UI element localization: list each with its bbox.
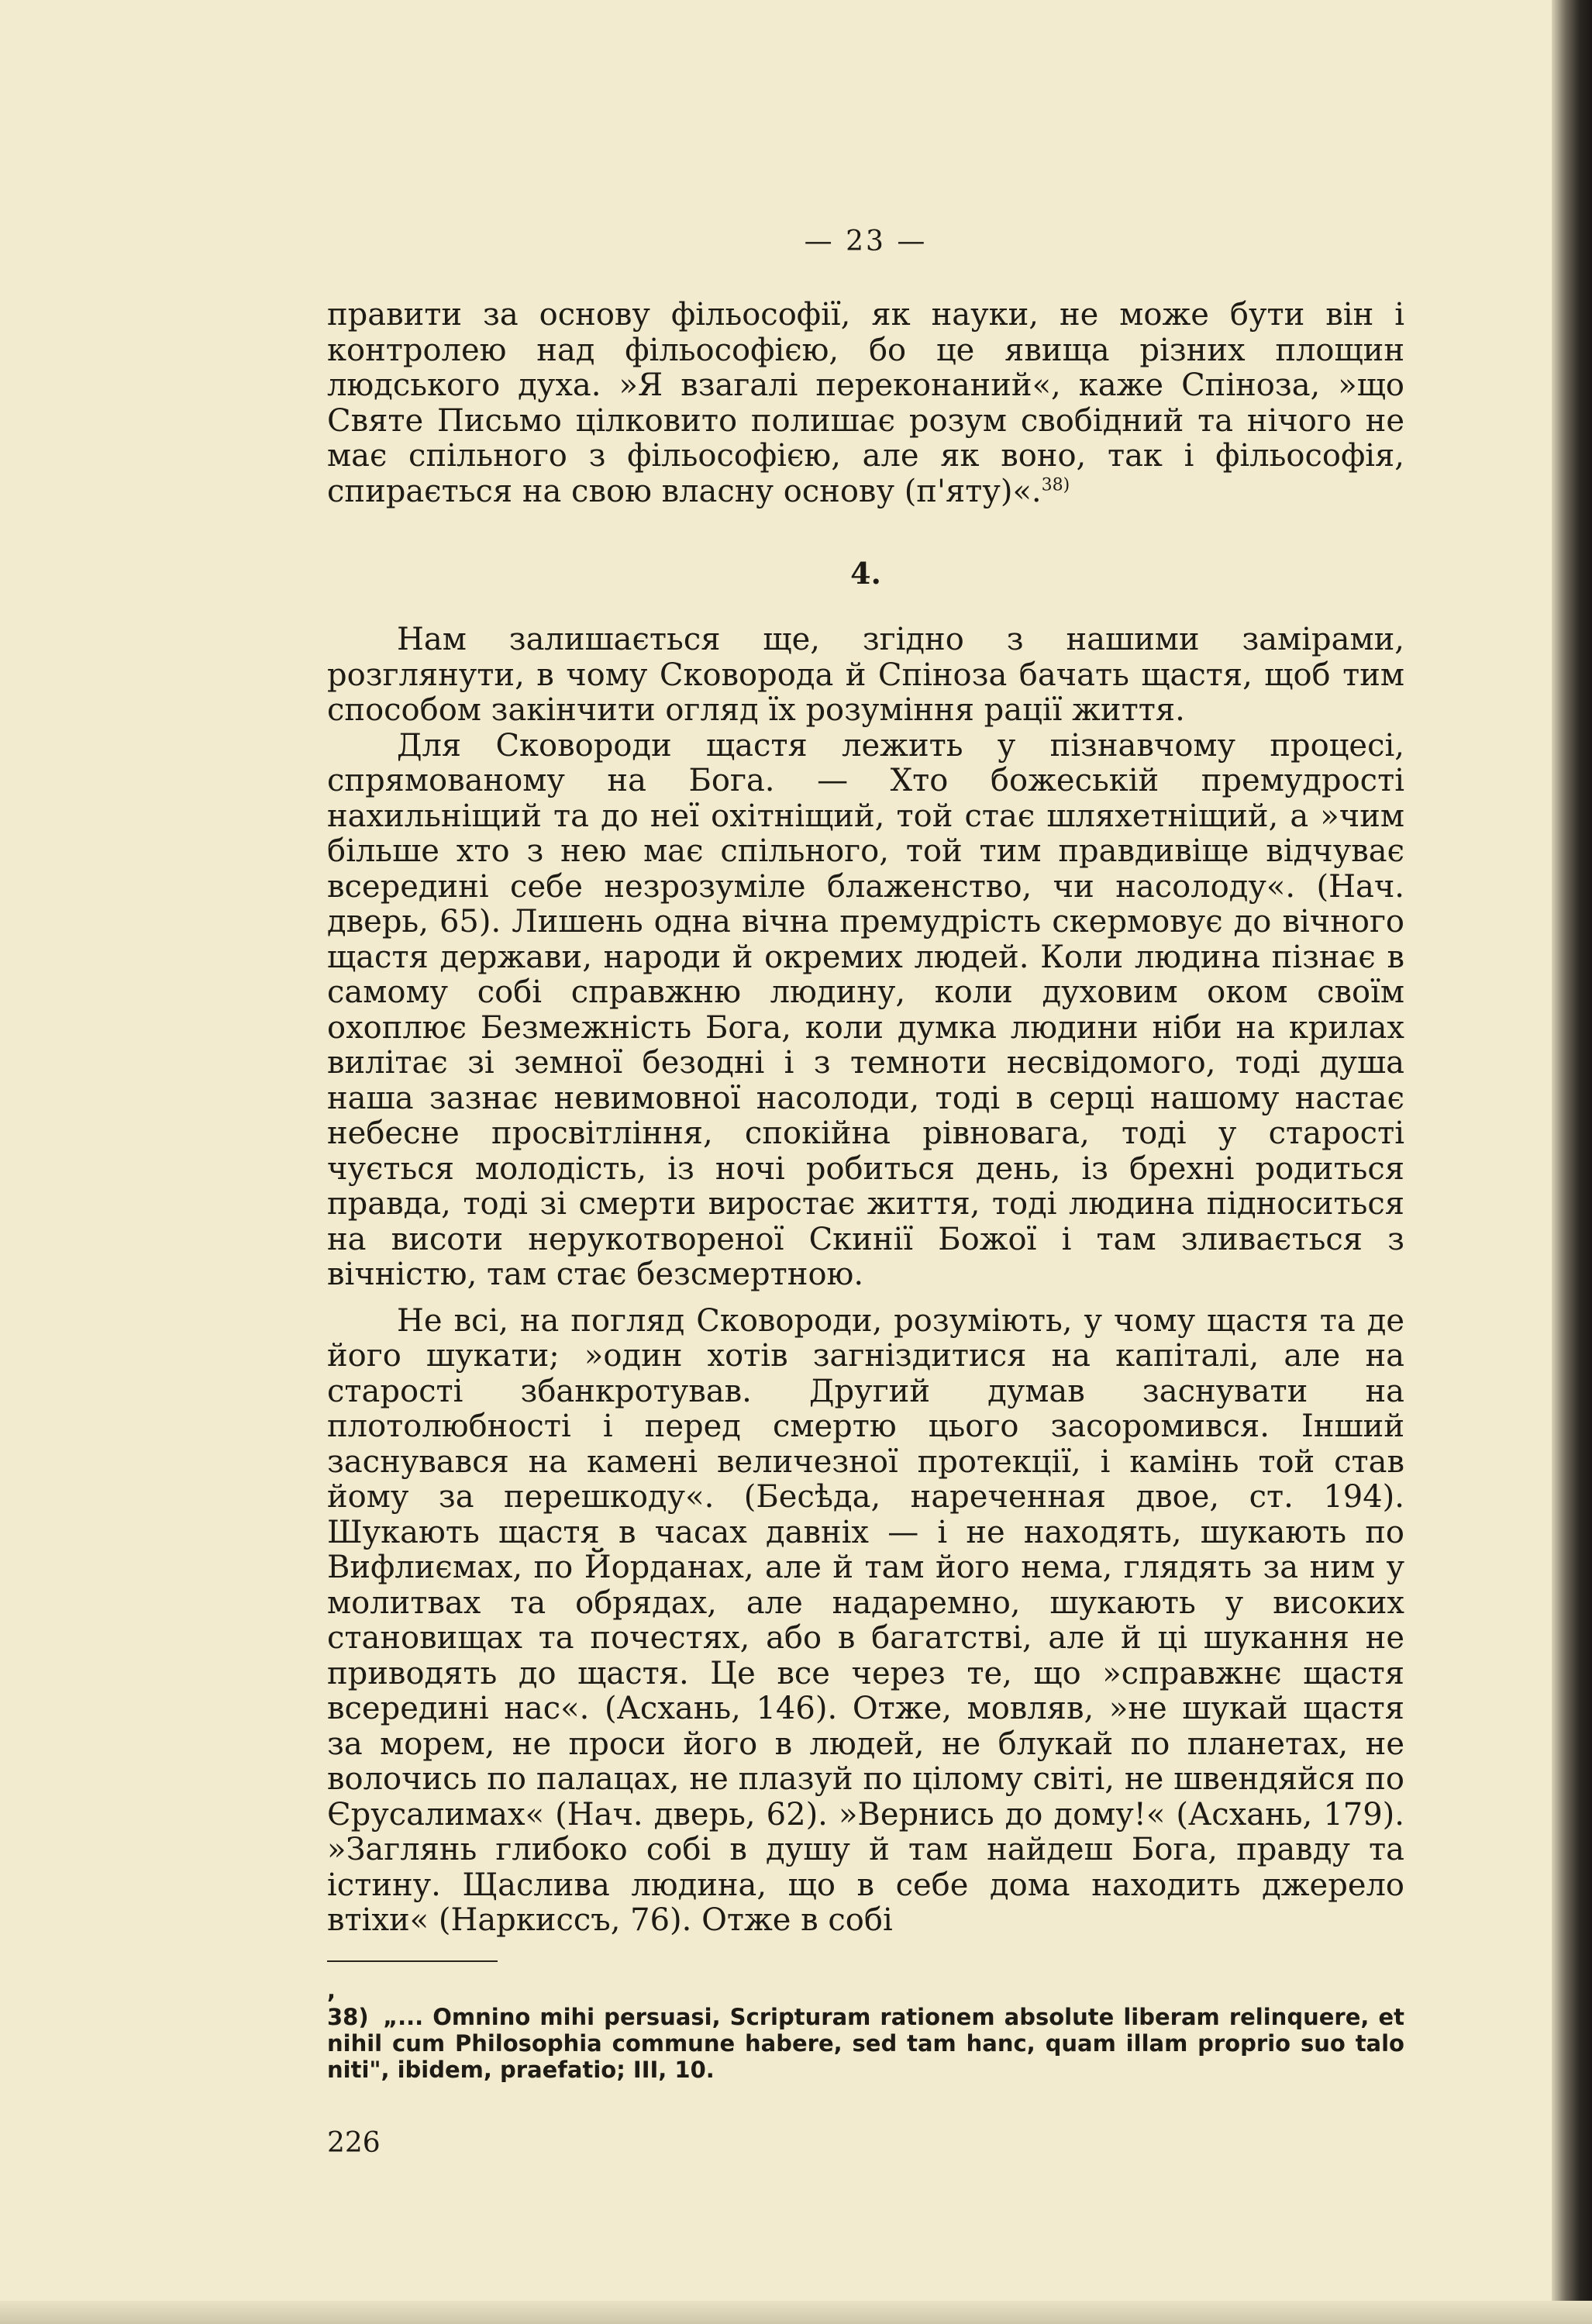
paragraph-2: Нам залишається ще, згідно з нашими замірами, розглянути, в чому Сковорода й Спіноза бачать щастя, щоб тим способом закінчити огляд їх розуміння рації життя. (327, 622, 1404, 728)
paragraph-4: Не всі, на погляд Сковороди, розуміють, у чому щастя та де його шукати; »один хотів загніздитися на капіталі, але на старості збанкротував. Другий думав заснувати на плотолюбності і перед смертю цього засоромився. Інший заснувався на камені величезної протекції, і камінь той став йому за перешкоду«. (Бесѣда, нареченная двое, ст. 194). Шукають щастя в часах давніх — і не находять, шукають по Вифлиємах, по Йорданах, але й там його нема, глядять за ним у молитвах та обрядах, але надаремно, шукають у високих становищах та почестях, або в багатстві, але й ці шукання не приводять до щастя. Це все через те, що »справжнє щастя всередині нас«. (Асхань, 146). Отже, мовляв, »не шукай щастя за морем, не проси його в людей, не блукай по планетах, не волочись по палацах, не плазуй по цілому світі, не швендяйся по Єрусалимах« (Нач. дверь, 62). »Вернись до дому!« (Асхань, 179). »Заглянь глибоко собі в душу й там найдеш Бога, правду та істину. Щаслива людина, що в себе дома находить джерело втіхи« (Наркиссъ, 76). Отже в собі (327, 1302, 1404, 1938)
footnote-38 (327, 1977, 1404, 2083)
scan-bottom-edge (0, 2301, 1592, 2324)
scan-binding-edge (1552, 0, 1592, 2324)
footnote-marker: , 38) (327, 1977, 369, 2030)
folio-number: 226 (327, 2126, 381, 2159)
footnote-text: „... Omnino mihi persuasi, Scripturam rationem absolute liberam relinquere, et nihil cum Philosophia commune habere, sed tam hanc, quam illam proprio suo talo niti", ibidem, praefatio; III, 10. (327, 2003, 1404, 2083)
footnote-rule (327, 1960, 498, 1962)
section-number: 4. (850, 556, 881, 591)
paragraph-1-text: правити за основу фільософії, як науки, не може бути він і контролею над фільософією, бо це явища різних площин людського духа. »Я взагалі переконаний«, каже Спіноза, »що Святе Письмо цілковито полишає розум свобідний та нічого не має спільного з фільософією, але як воно, так і фільософія, спирається на свою власну основу (п'яту)«. (327, 297, 1404, 509)
page (327, 225, 1404, 2160)
paragraph-1 (327, 298, 1404, 509)
paragraph-3: Для Сковороди щастя лежить у пізнавчому процесі, спрямованому на Бога. — Хто божеській премудрості нахильніщий та до неї охітніщий, той стає шляхетніщий, а »чим більше хто з нею має спільного, той тим правдивіще відчуває всередині себе незрозуміле блаженство, чи насолоду«. (Нач. дверь, 65). Лишень одна вічна премудрість скермовує до вічного щастя держави, народи й окремих людей. Коли людина пізнає в самому собі справжню людину, коли духовим оком своїм охоплює Безмежність Бога, коли думка людини ніби на крилах вилітає зі земної безодні і з темноти несвідомого, тоді душа наша зазнає невимовної насолоди, тоді в серці нашому настає небесне просвітління, спокійна рівновага, тоді у старості чується молодість, із ночі робиться день, із брехні родиться правда, тоді зі смерти виростає життя, тоді людина підноситься на висоти нерукотвореної Скинії Божої і там зливається з вічністю, там стає безсмертною. (327, 727, 1404, 1292)
running-page-number: — 23 — (804, 226, 928, 257)
footnote-reference-38[interactable]: 38) (1041, 475, 1070, 495)
